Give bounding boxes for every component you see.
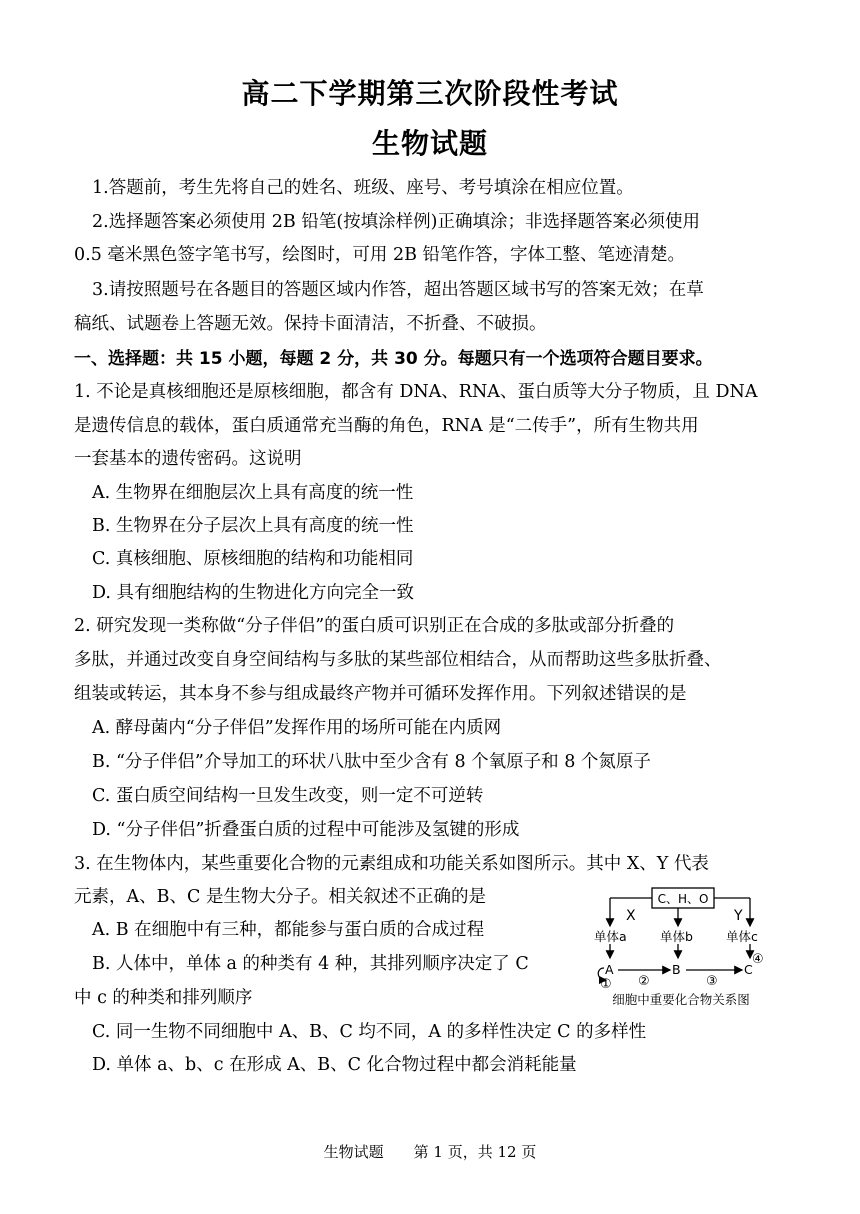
step-3: ③: [706, 974, 718, 989]
instruction-3-cont: 稿纸、试题卷上答题无效。保持卡面清洁，不折叠、不破损。: [74, 314, 547, 334]
step-2: ②: [638, 974, 650, 989]
q1-option-b: B. 生物界在分子层次上具有高度的统一性: [92, 516, 414, 536]
diagram-graphic: [588, 884, 774, 990]
y-label: Y: [734, 908, 743, 924]
q1-option-c: C. 真核细胞、原核细胞的结构和功能相同: [92, 549, 414, 569]
q3-stem-1: 3. 在生物体内，某些重要化合物的元素组成和功能关系如图所示。其中 X、Y 代表: [74, 854, 709, 874]
node-a: A: [605, 962, 614, 977]
q2-stem-3: 组装或转运，其本身不参与组成最终产物并可循环发挥作用。下列叙述错误的是: [74, 684, 687, 704]
instruction-1: 1.答题前，考生先将自己的姓名、班级、座号、考号填涂在相应位置。: [92, 178, 634, 198]
node-c: C: [744, 962, 753, 977]
q1-stem-1: 1. 不论是真核细胞还是原核细胞，都含有 DNA、RNA、蛋白质等大分子物质，且 DNA: [74, 382, 758, 402]
q3-option-d: D. 单体 a、b、c 在形成 A、B、C 化合物过程中都会消耗能量: [92, 1055, 577, 1075]
step-4: ④: [752, 952, 764, 967]
q2-option-d: D. “分子伴侣”折叠蛋白质的过程中可能涉及氢键的形成: [92, 820, 520, 840]
exam-subtitle: 生物试题: [371, 127, 488, 160]
q1-option-d: D. 具有细胞结构的生物进化方向完全一致: [92, 583, 415, 603]
monomer-a: 单体a: [594, 929, 627, 944]
q2-option-c: C. 蛋白质空间结构一旦发生改变，则一定不可逆转: [92, 786, 484, 806]
q2-stem-2: 多肽，并通过改变自身空间结构与多肽的某些部位相结合，从而帮助这些多肽折叠、: [74, 650, 722, 670]
q2-stem-1: 2. 研究发现一类称做“分子伴侣”的蛋白质可识别正在合成的多肽或部分折叠的: [74, 616, 675, 636]
q2-option-a: A. 酵母菌内“分子伴侣”发挥作用的场所可能在内质网: [92, 718, 502, 738]
instruction-2-cont: 0.5 毫米黑色签字笔书写，绘图时，可用 2B 铅笔作答，字体工整、笔迹清楚。: [74, 245, 686, 265]
figure-caption: 细胞中重要化合物关系图: [612, 992, 750, 1007]
q3-option-b: B. 人体中，单体 a 的种类有 4 种，其排列顺序决定了 C: [92, 954, 529, 974]
section-heading: 一、选择题：共 15 小题，每题 2 分，共 30 分。每题只有一个选项符合题目要求。: [74, 349, 713, 369]
q2-option-b: B. “分子伴侣”介导加工的环状八肽中至少含有 8 个氧原子和 8 个氮原子: [92, 752, 651, 772]
monomer-b: 单体b: [660, 929, 693, 944]
exam-title: 高二下学期第三次阶段性考试: [241, 77, 619, 110]
q1-option-a: A. 生物界在细胞层次上具有高度的统一性: [92, 483, 414, 503]
q3-stem-2: 元素，A、B、C 是生物大分子。相关叙述不正确的是: [74, 887, 486, 907]
instruction-2: 2.选择题答案必须使用 2B 铅笔(按填涂样例)正确填涂；非选择题答案必须使用: [92, 212, 700, 232]
x-label: X: [626, 908, 636, 924]
q1-stem-3: 一套基本的遗传密码。这说明: [74, 449, 302, 469]
elements-label: C、H、O: [657, 892, 709, 906]
q3-option-a: A. B 在细胞中有三种，都能参与蛋白质的合成过程: [92, 920, 485, 940]
node-b: B: [672, 962, 681, 977]
step-1: ①: [600, 977, 612, 990]
monomer-c: 单体c: [726, 929, 758, 944]
q3-option-c: C. 同一生物不同细胞中 A、B、C 均不同，A 的多样性决定 C 的多样性: [92, 1022, 647, 1042]
q3-option-b-cont: 中 c 的种类和排列顺序: [74, 988, 253, 1008]
instruction-3: 3.请按照题号在各题目的答题区域内作答，超出答题区域书写的答案无效；在草: [92, 280, 704, 300]
page-footer: 生物试题 第 1 页，共 12 页: [323, 1143, 537, 1161]
compound-relationship-diagram: [588, 884, 774, 1014]
q1-stem-2: 是遗传信息的载体，蛋白质通常充当酶的角色，RNA 是“二传手”，所有生物共用: [74, 416, 699, 436]
